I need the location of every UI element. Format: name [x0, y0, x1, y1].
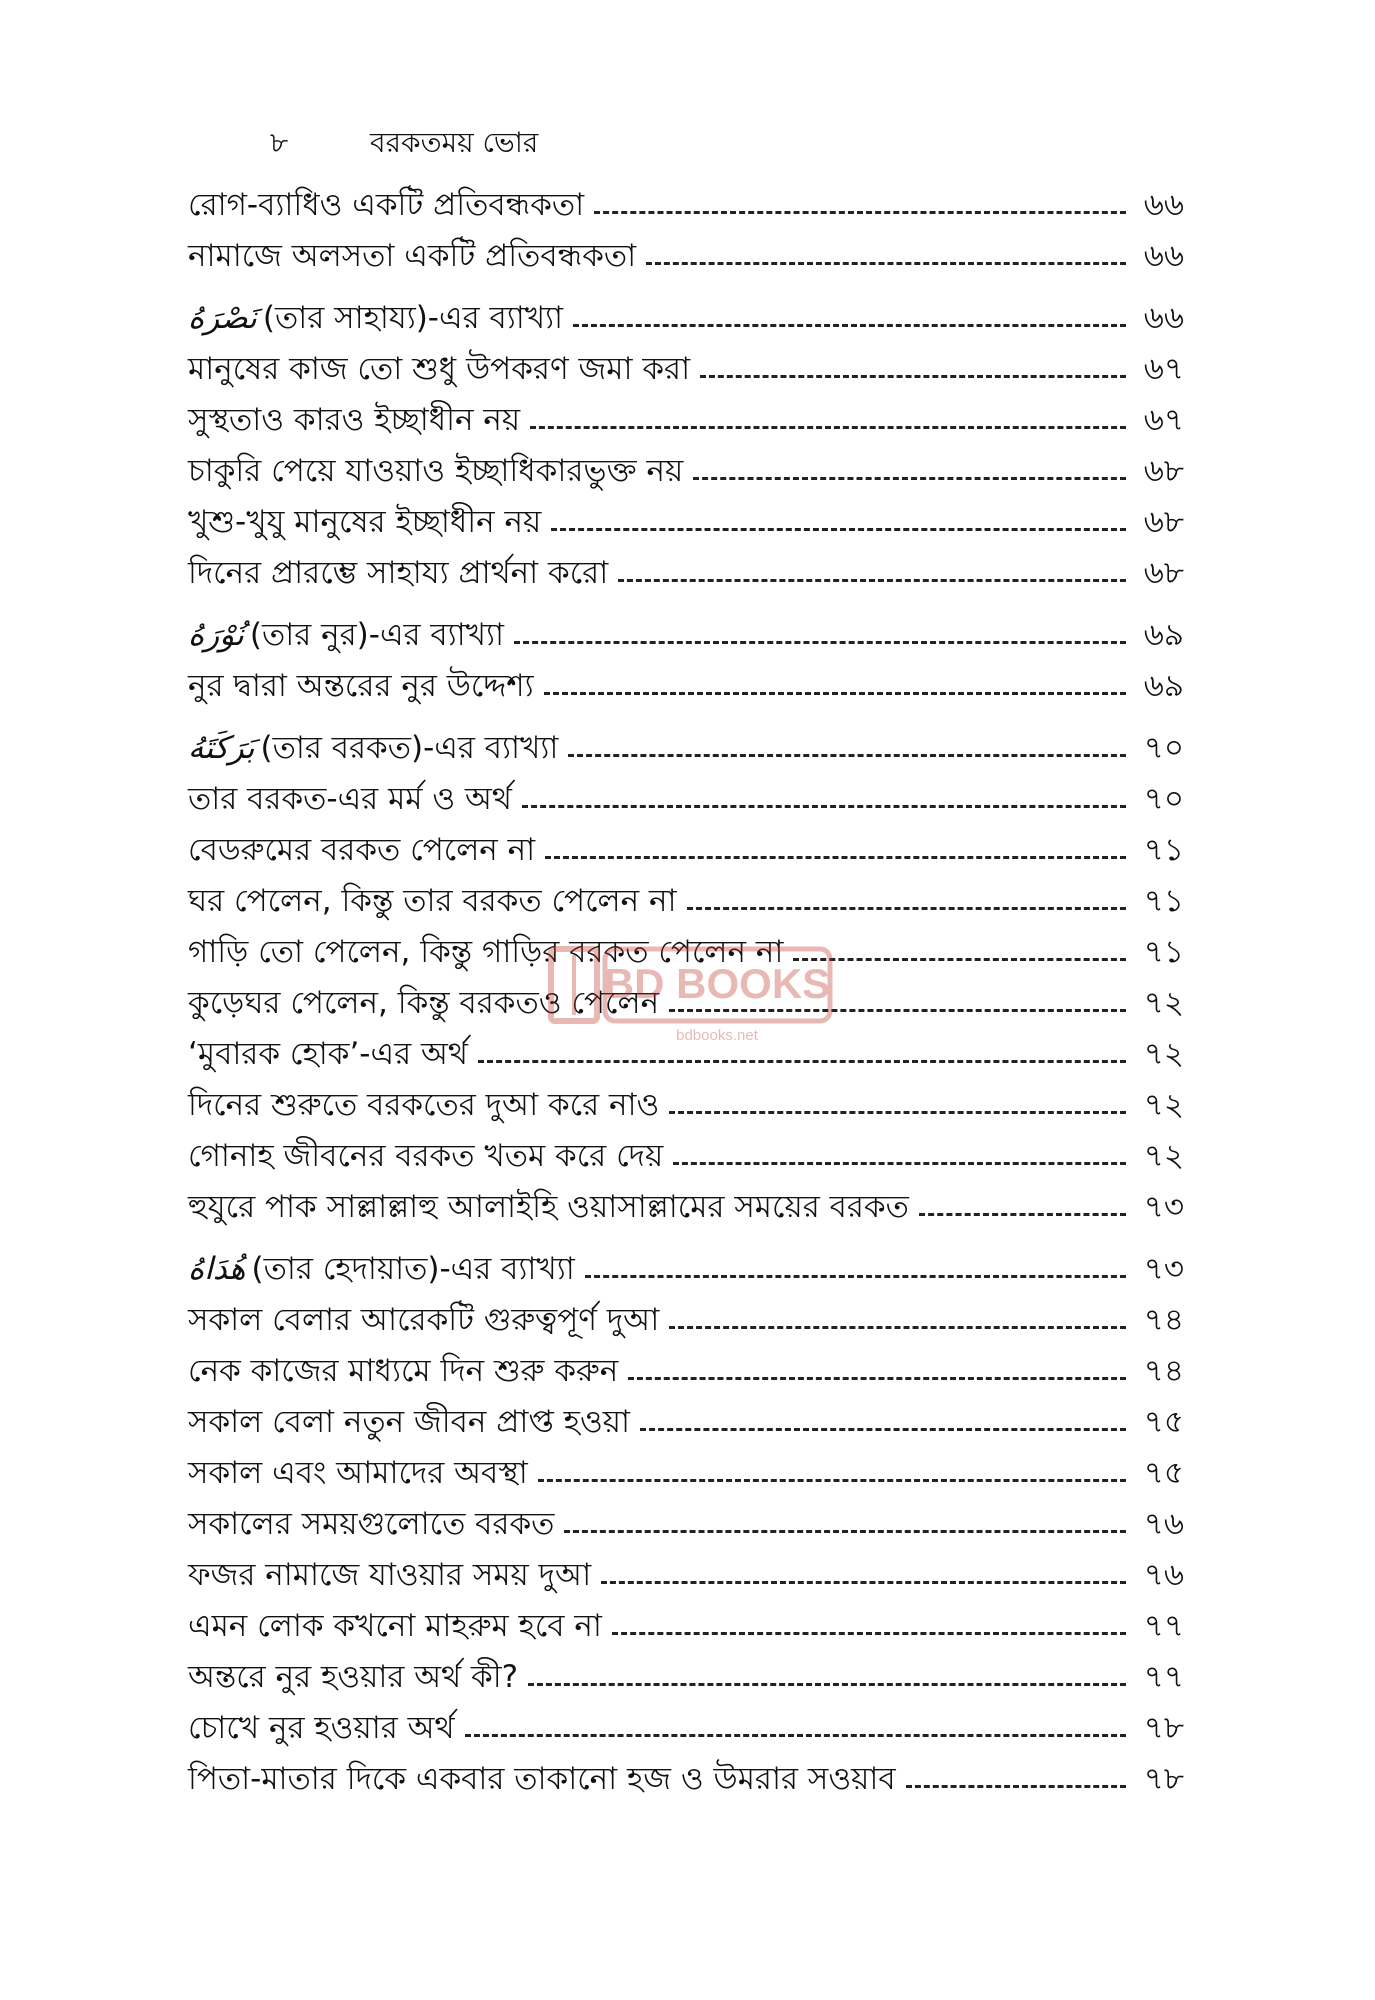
toc-entry [188, 1540, 1184, 1591]
dot-leader [478, 1060, 1126, 1063]
toc-entry-text: রোগ-ব্যাধিও একটি প্রতিবন্ধকতা [188, 187, 585, 223]
toc-entry [188, 1121, 1184, 1172]
toc-entry [188, 589, 1184, 651]
toc-entry-page-number: ৭৪ [1143, 1302, 1184, 1338]
toc-entry [188, 1336, 1184, 1387]
toc-entry-page-number: ৭৩ [1143, 1251, 1184, 1287]
toc-entry-page-number: ৬৯ [1143, 617, 1184, 653]
toc-entry-page-number: ৭৩ [1143, 1189, 1184, 1225]
toc-entry-text: এমন লোক কখনো মাহরুম হবে না [188, 1608, 602, 1644]
toc-entry-page-number: ৭৭ [1143, 1608, 1184, 1644]
toc-entry [188, 272, 1184, 334]
dot-leader [545, 856, 1126, 859]
toc-entry-page-number: ৭১ [1143, 934, 1184, 970]
toc-entry-text: ঘর পেলেন, কিন্তু তার বরকত পেলেন না [188, 883, 677, 919]
toc-entry-page-number: ৭৮ [1143, 1710, 1184, 1746]
toc-entry-title [188, 1404, 631, 1440]
toc-entry-page-number: ৭৪ [1143, 1353, 1184, 1389]
toc-entry-page-number: ৬৮ [1143, 504, 1184, 540]
arabic-term: نَصْرَهُ [188, 300, 257, 336]
toc-entry-title [188, 1353, 619, 1389]
toc-entry-title [188, 934, 784, 970]
toc-entry-title [188, 985, 660, 1021]
toc-entry [188, 968, 1184, 1019]
toc-entry-text: সকাল বেলা নতুন জীবন প্রাপ্ত হওয়া [188, 1404, 631, 1440]
dot-leader [906, 1785, 1126, 1788]
dot-leader [551, 528, 1126, 531]
dot-leader [564, 1530, 1126, 1533]
toc-entry [188, 1172, 1184, 1223]
toc-entry-text: গোনাহ জীবনের বরকত খতম করে দেয় [188, 1138, 664, 1174]
toc-entry-page-number: ৬৯ [1143, 668, 1184, 704]
toc-entry [188, 702, 1184, 764]
table-of-contents [188, 170, 1184, 1795]
toc-entry-text: দিনের প্রারম্ভে সাহায্য প্রার্থনা করো [188, 555, 609, 591]
toc-entry-page-number: ৭৬ [1143, 1557, 1184, 1593]
toc-entry-text: কুড়েঘর পেলেন, কিন্তু বরকতও পেলেন [188, 985, 660, 1021]
dot-leader [544, 692, 1126, 695]
toc-entry-title [188, 1302, 660, 1338]
toc-entry [188, 1019, 1184, 1070]
toc-entry-page-number: ৬৭ [1143, 351, 1184, 387]
toc-entry [188, 917, 1184, 968]
toc-entry-page-number: ৭৫ [1143, 1404, 1184, 1440]
toc-entry-title [188, 238, 637, 274]
toc-entry-text: নামাজে অলসতা একটি প্রতিবন্ধকতা [188, 238, 637, 274]
toc-entry [188, 1223, 1184, 1285]
watermark-url: bdbooks.net [676, 1027, 758, 1044]
page-header [270, 122, 538, 166]
toc-entry-title [188, 730, 559, 766]
dot-leader [594, 211, 1126, 214]
toc-entry-page-number: ৭২ [1143, 1138, 1184, 1174]
toc-entry-title [188, 1036, 468, 1072]
toc-entry-page-number: ৭১ [1143, 832, 1184, 868]
dot-leader [919, 1213, 1126, 1216]
toc-entry-title [188, 883, 677, 919]
toc-entry-text: সকাল এবং আমাদের অবস্থা [188, 1455, 528, 1491]
toc-entry-text: খুশু-খুযু মানুষের ইচ্ছাধীন নয় [188, 504, 542, 540]
toc-entry-page-number: ৬৬ [1143, 238, 1184, 274]
dot-leader [522, 805, 1126, 808]
toc-entry-text: মানুষের কাজ তো শুধু উপকরণ জমা করা [188, 351, 691, 387]
toc-entry [188, 1387, 1184, 1438]
toc-entry [188, 1693, 1184, 1744]
toc-entry-title [188, 1710, 455, 1746]
dot-leader [538, 1479, 1126, 1482]
dot-leader [465, 1734, 1126, 1737]
toc-entry-title [188, 832, 536, 868]
toc-entry-title [188, 402, 521, 438]
toc-entry-page-number: ৭০ [1143, 781, 1184, 817]
toc-entry [188, 436, 1184, 487]
toc-entry-title [188, 300, 564, 336]
toc-entry [188, 815, 1184, 866]
toc-entry-text: দিনের শুরুতে বরকতের দুআ করে নাও [188, 1087, 660, 1123]
toc-entry-text: সকালের সময়গুলোতে বরকত [188, 1506, 555, 1542]
dot-leader [530, 426, 1126, 429]
toc-entry-page-number: ৭৬ [1143, 1506, 1184, 1542]
toc-entry-page-number: ৭০ [1143, 730, 1184, 766]
toc-entry-text: পিতা-মাতার দিকে একবার তাকানো হজ ও উমরার সওয়াব [188, 1761, 896, 1797]
toc-entry [188, 1744, 1184, 1795]
toc-entry [188, 651, 1184, 702]
toc-entry-title [188, 504, 542, 540]
dot-leader [646, 262, 1126, 265]
dot-leader [673, 1162, 1126, 1165]
toc-entry [188, 385, 1184, 436]
toc-entry-page-number: ৬৬ [1143, 187, 1184, 223]
toc-entry-page-number: ৭৫ [1143, 1455, 1184, 1491]
dot-leader [793, 958, 1126, 961]
toc-entry-page-number: ৬৭ [1143, 402, 1184, 438]
watermark-brand: BD BOOKS [603, 960, 831, 1007]
toc-entry-text: নুর দ্বারা অন্তরের নুর উদ্দেশ্য [188, 668, 534, 704]
toc-entry-title [188, 1455, 528, 1491]
running-title: বরকতময় ভোর [370, 125, 539, 159]
toc-entry-page-number: ৬৮ [1143, 555, 1184, 591]
toc-entry-text: (তার সাহায্য)-এর ব্যাখ্যা [262, 300, 564, 336]
toc-entry-title [188, 1189, 909, 1225]
toc-entry-title [188, 1138, 664, 1174]
dot-leader [700, 375, 1126, 378]
toc-entry-title [188, 351, 691, 387]
toc-entry [188, 334, 1184, 385]
toc-entry [188, 1285, 1184, 1336]
dot-leader [669, 1111, 1126, 1114]
toc-entry-text: বেডরুমের বরকত পেলেন না [188, 832, 536, 868]
toc-entry-text: অন্তরে নুর হওয়ার অর্থ কী? [188, 1659, 519, 1695]
toc-entry-title [188, 187, 585, 223]
toc-entry-page-number: ৬৮ [1143, 453, 1184, 489]
dot-leader [585, 1275, 1126, 1278]
toc-entry-title [188, 1506, 555, 1542]
arabic-term: هُدَاهُ [188, 1251, 246, 1287]
toc-entry [188, 1642, 1184, 1693]
toc-entry [188, 1489, 1184, 1540]
toc-entry-page-number: ৭৮ [1143, 1761, 1184, 1797]
toc-entry [188, 866, 1184, 917]
toc-entry [188, 221, 1184, 272]
dot-leader [568, 754, 1126, 757]
dot-leader [612, 1632, 1126, 1635]
toc-entry-title [188, 1761, 896, 1797]
toc-entry-title [188, 1087, 660, 1123]
toc-entry-text: ফজর নামাজে যাওয়ার সময় দুআ [188, 1557, 592, 1593]
toc-entry-page-number: ৭১ [1143, 883, 1184, 919]
toc-entry-title [188, 781, 512, 817]
toc-entry [188, 1070, 1184, 1121]
dot-leader [640, 1428, 1126, 1431]
toc-entry-text: (তার নুর)-এর ব্যাখ্যা [249, 617, 505, 653]
toc-entry-title [188, 1557, 592, 1593]
toc-entry [188, 170, 1184, 221]
toc-entry-text: ‘মুবারক হোক’-এর অর্থ [188, 1036, 468, 1072]
toc-entry-title [188, 617, 505, 653]
toc-entry-text: সুস্থতাও কারও ইচ্ছাধীন নয় [188, 402, 521, 438]
toc-entry-title [188, 453, 684, 489]
toc-entry-text: নেক কাজের মাধ্যমে দিন শুরু করুন [188, 1353, 619, 1389]
dot-leader [528, 1683, 1126, 1686]
dot-leader [669, 1009, 1126, 1012]
arabic-term: بَرَكَتَهُ [188, 730, 255, 766]
toc-entry-title [188, 1251, 575, 1287]
dot-leader [687, 907, 1126, 910]
dot-leader [514, 641, 1126, 644]
toc-entry [188, 764, 1184, 815]
dot-leader [618, 579, 1126, 582]
dot-leader [628, 1377, 1126, 1380]
toc-entry-title [188, 555, 609, 591]
toc-entry [188, 1591, 1184, 1642]
toc-entry-text: গাড়ি তো পেলেন, কিন্তু গাড়ির বরকত পেলেন না [188, 934, 784, 970]
dot-leader [573, 324, 1126, 327]
toc-entry-text: সকাল বেলার আরেকটি গুরুত্বপূর্ণ দুআ [188, 1302, 660, 1338]
toc-entry-title [188, 1608, 602, 1644]
toc-entry-page-number: ৭৭ [1143, 1659, 1184, 1695]
toc-entry [188, 1438, 1184, 1489]
toc-entry-text: (তার হেদায়াত)-এর ব্যাখ্যা [251, 1251, 575, 1287]
toc-entry-title [188, 668, 534, 704]
toc-entry-page-number: ৭২ [1143, 1087, 1184, 1123]
page-number: ৮ [270, 125, 289, 159]
dot-leader [601, 1581, 1126, 1584]
toc-entry-text: (তার বরকত)-এর ব্যাখ্যা [260, 730, 559, 766]
toc-entry-title [188, 1659, 519, 1695]
toc-entry-page-number: ৬৬ [1143, 300, 1184, 336]
toc-entry-page-number: ৭২ [1143, 1036, 1184, 1072]
dot-leader [669, 1326, 1126, 1329]
dot-leader [693, 477, 1126, 480]
toc-entry-text: তার বরকত-এর মর্ম ও অর্থ [188, 781, 512, 817]
toc-entry-text: চোখে নুর হওয়ার অর্থ [188, 1710, 455, 1746]
toc-entry-text: চাকুরি পেয়ে যাওয়াও ইচ্ছাধিকারভুক্ত নয় [188, 453, 684, 489]
toc-entry [188, 487, 1184, 538]
toc-entry-page-number: ৭২ [1143, 985, 1184, 1021]
arabic-term: نُوْرَهُ [188, 617, 244, 653]
toc-entry [188, 538, 1184, 589]
toc-entry-text: হুযুরে পাক সাল্লাল্লাহু আলাইহি ওয়াসাল্লামের সময়ের বরকত [188, 1189, 909, 1225]
